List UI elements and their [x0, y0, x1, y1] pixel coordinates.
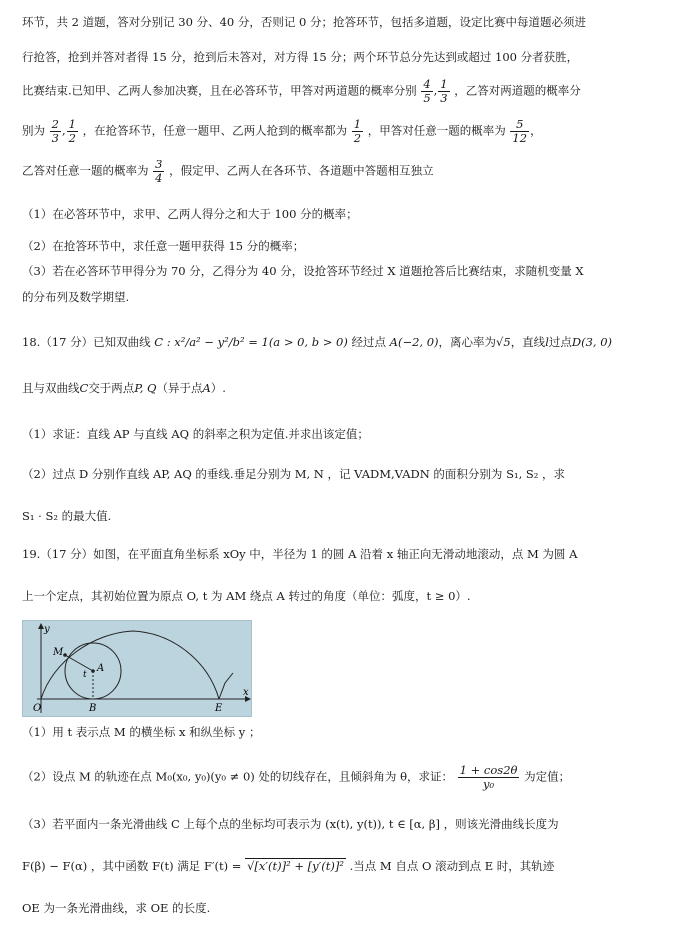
math: A — [202, 381, 211, 395]
text-line — [22, 158, 679, 185]
text: ，直线 — [510, 335, 546, 349]
math: l — [545, 335, 549, 349]
text: ）. — [210, 381, 226, 395]
question-line — [22, 858, 679, 874]
text: ，离心率为 — [438, 335, 497, 349]
question-line: 的分布列及数学期望. — [22, 290, 130, 304]
text: 且与双曲线 — [22, 381, 80, 395]
fraction: $\frac{5}{12}$ — [512, 117, 528, 145]
math: C : x²/a² − y²/b² = 1(a > 0, b > 0) — [154, 335, 348, 349]
text: （异于点 — [156, 381, 203, 395]
math: P, Q — [134, 381, 157, 395]
text: ，甲答对任意一题的概率为 — [367, 123, 506, 138]
question-line: （3）若在必答环节甲得分为 70 分，乙得分为 40 分，设抢答环节经过 X 道题抢答后比赛结束，求随机变量 X — [22, 264, 584, 278]
text: ，假定甲、乙两人在各环节、各道题中答题相互独立 — [169, 163, 434, 178]
fraction: $\frac{1}{2}$ — [68, 117, 76, 145]
question-line: S₁ · S₂ 的最大值. — [22, 509, 112, 523]
label-x: x — [243, 687, 249, 698]
problem-18 — [22, 334, 679, 350]
text-line — [22, 380, 679, 396]
question-line: （1）在必答环节中，求甲、乙两人得分之和大于 100 分的概率； — [22, 207, 358, 221]
label-t: t — [83, 670, 87, 680]
cycloid-curve — [41, 631, 219, 699]
text-line: 环节，共 2 道题，答对分别记 30 分、40 分，否则记 0 分；抢答环节，包括多道题，设定比赛中每道题必须进 — [22, 15, 586, 29]
text-line: 比赛结束.已知甲、乙两人参加决赛，且在必答环节，甲答对两道题的概率分别 $\frac{4}{5}$ , $\frac{1}{3}$ ，乙答对两道题的概率分 — [22, 77, 581, 105]
math: C — [79, 381, 89, 395]
fraction: $\frac{2}{3}$ — [51, 117, 59, 145]
question-line: （3）若平面内一条光滑曲线 C 上每个点的坐标均可表示为 (x(t), y(t)), t ∈ [α, β] ，则该光滑曲线长度为 — [22, 817, 559, 831]
text-line: 别为 $\frac{2}{3}$ , $\frac{1}{2}$ ，在抢答环节，任意一题甲、乙两人抢到的概率都为 $\frac{1}{2}$ ，甲答对任意一题的概率为 $\frac{5}{12}$ ， — [22, 117, 542, 145]
question-line: （1）求证：直线 AP 与直线 AQ 的斜率之积为定值.并求出该定值； — [22, 427, 369, 441]
cycloid-next — [219, 673, 233, 699]
math: √5 — [496, 335, 511, 349]
text: ，乙答对两道题的概率分 — [454, 83, 581, 98]
point-A — [91, 669, 95, 673]
math: √[x′(t)]² + [y′(t)]² — [247, 859, 344, 873]
text: .当点 M 自点 O 滚动到点 E 时，其轨迹 — [349, 859, 555, 873]
label-E: E — [215, 703, 223, 714]
text: 比赛结束.已知甲、乙两人参加决赛，且在必答环节，甲答对两道题的概率分别 — [22, 83, 417, 98]
text: 经过点 — [351, 335, 387, 349]
text-line: 行抢答，抢到并答对者得 15 分，抢到后未答对，对方得 15 分；两个环节总分先达到或超过 100 分者获胜， — [22, 50, 579, 64]
question-line — [22, 764, 679, 791]
point-M — [63, 653, 67, 657]
math: A(−2, 0) — [389, 335, 439, 349]
question-line: OE 为一条光滑曲线，求 OE 的长度. — [22, 901, 211, 915]
fraction: $\frac{1 + \cos 2\theta}{\text{y₀}}$ — [459, 763, 518, 791]
fraction: $\frac{1}{2}$ — [353, 117, 362, 145]
text: （2）设点 M 的轨迹在点 M₀(x₀, y₀)(y₀ ≠ 0) 处的切线存在，且倾斜角为 θ，求证： — [22, 769, 454, 784]
question-line: （2）过点 D 分别作直线 AP, AQ 的垂线.垂足分别为 M, N ，记 VADM,VADN 的面积分别为 S₁, S₂ ，求 — [22, 467, 566, 481]
text-line: 上一个定点，其初始位置为原点 O, t 为 AM 绕点 A 转过的角度（单位：弧度，t ≥ 0）. — [22, 589, 471, 603]
text: F(β) − F(α) ，其中函数 F(t) 满足 F′(t) = — [22, 859, 242, 873]
text: 交于两点 — [88, 381, 135, 395]
label-A: A — [97, 663, 105, 674]
label-O: O — [33, 703, 42, 714]
problem-19: 19.（17 分）如图，在平面直角坐标系 xOy 中，半径为 1 的圆 A 沿着 x 轴正向无滑动地滚动，点 M 为圆 A — [22, 547, 578, 561]
text: 18.（17 分）已知双曲线 — [22, 335, 151, 349]
math: D(3, 0) — [571, 335, 613, 349]
text: 为定值； — [524, 769, 571, 784]
text: 别为 — [22, 123, 45, 138]
label-y: y — [44, 624, 50, 635]
text: 乙答对任意一题的概率为 — [22, 163, 149, 178]
text: 过点 — [548, 335, 572, 349]
radius-AM — [65, 655, 93, 671]
question-line: （2）在抢答环节中，求任意一题甲获得 15 分的概率； — [22, 239, 305, 253]
fraction: $\frac{3}{4}$ — [155, 157, 163, 185]
label-M: M — [53, 647, 64, 658]
fraction: $\frac{4}{5}$ — [423, 77, 431, 105]
label-B: B — [89, 703, 97, 714]
text: ，在抢答环节，任意一题甲、乙两人抢到的概率都为 — [82, 123, 348, 138]
question-line: （1）用 t 表示点 M 的横坐标 x 和纵坐标 y ； — [22, 725, 261, 739]
fraction: $\frac{1}{3}$ — [440, 77, 448, 105]
cycloid-figure — [22, 620, 252, 717]
